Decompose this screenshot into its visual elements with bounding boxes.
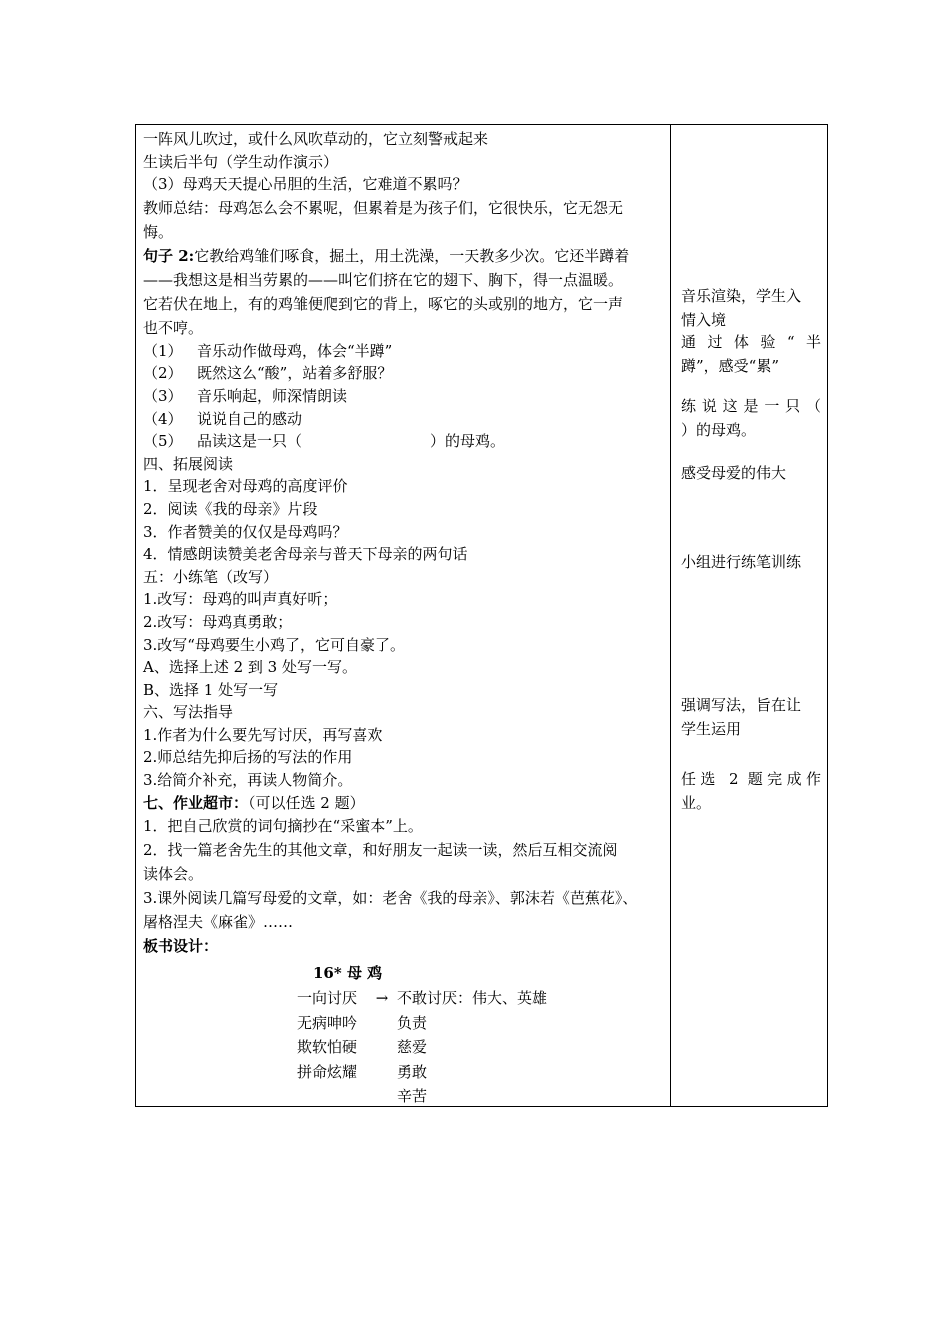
text-line: 屠格涅夫《麻雀》…… — [143, 913, 294, 932]
side-note: 任选 2 题完成作 业。 — [681, 770, 821, 812]
board-row: 无病呻吟 负责 — [297, 1013, 428, 1032]
text-line: 它若伏在地上，有的鸡雏便爬到它的背上，啄它的头或别的地方，它一声 — [143, 294, 624, 313]
text-line: ——我想这是相当劳累的——叫它们挤在它的翅下、胸下，得一点温暖。 — [143, 270, 624, 289]
text-line: 悔。 — [143, 222, 174, 241]
text-line: （3）母鸡天天提心吊胆的生活，它难道不累吗？ — [143, 175, 468, 194]
side-note: 强调写法，旨在让 学生运用 — [681, 696, 802, 738]
section-heading: 五：小练笔（改写） — [143, 567, 279, 586]
text-line: 3.给简介补充，再读人物简介。 — [143, 771, 353, 790]
step-item: （1） 音乐动作做母鸡，体会“半蹲” — [143, 341, 393, 360]
fill-blank — [302, 430, 430, 453]
side-note: 通过体验“半 蹲”，感受“累” — [681, 333, 821, 375]
board-row: 欺软怕硬 慈爱 — [297, 1038, 428, 1057]
board-row: 辛苦 — [397, 1087, 428, 1106]
text-line: 1.作者为什么要先写讨厌，再写喜欢 — [143, 725, 383, 744]
step-item: （3） 音乐响起，师深情朗读 — [143, 386, 348, 405]
text-line: 2.改写：母鸡真勇敢； — [143, 612, 293, 631]
step-item: （5） 品读这是一只（ ）的母鸡。 — [143, 430, 667, 453]
board-design-label: 板书设计： — [143, 937, 219, 956]
section7-title: 七、作业超市： — [143, 793, 249, 812]
sentence2-label: 句子 2: — [143, 246, 195, 265]
text-line: 4．情感朗读赞美老舍母亲与普天下母亲的两句话 — [143, 545, 468, 564]
step-item: （2） 既然这么“酸”，站着多舒服？ — [143, 364, 393, 383]
column-divider — [670, 125, 671, 1106]
side-note: 感受母爱的伟大 — [681, 464, 787, 482]
teaching-process-column — [143, 128, 667, 1109]
blackboard-design — [143, 960, 667, 1109]
text-line: 也不哼。 — [143, 318, 204, 337]
board-row: 一向讨厌 → 不敢讨厌：伟大、英雄 — [143, 986, 667, 1011]
sentence2-line — [143, 244, 667, 268]
text-line: 1.改写：母鸡的叫声真好听； — [143, 590, 338, 609]
text-line: 2．找一篇老舍先生的其他文章，和好朋友一起读一读，然后互相交流阅 — [143, 841, 618, 860]
lesson-plan-table — [135, 124, 828, 1107]
side-note: 练说这是一只（ ）的母鸡。 — [681, 397, 821, 439]
text-line: A、选择上述 2 到 3 处写一写。 — [143, 658, 357, 677]
text-line: 3.改写“母鸡要生小鸡了，它可自豪了。 — [143, 635, 405, 654]
text-line: 教师总结：母鸡怎么会不累呢，但累着是为孩子们，它很快乐，它无怨无 — [143, 198, 624, 217]
text-line: 2．阅读《我的母亲》片段 — [143, 499, 318, 518]
board-row: 拼命炫耀 勇敢 — [297, 1062, 428, 1081]
section-heading: 六、写法指导 — [143, 703, 234, 722]
text-line: 3．作者赞美的仅仅是母鸡吗？ — [143, 522, 348, 541]
side-note: 小组进行练笔训练 — [681, 553, 802, 571]
text-line: 2.师总结先抑后扬的写法的作用 — [143, 748, 353, 767]
section-heading: 四、拓展阅读 — [143, 454, 234, 473]
text-line: 1．呈现老舍对母鸡的高度评价 — [143, 477, 348, 496]
step-item: （4） 说说自己的感动 — [143, 409, 303, 428]
text-line: 读体会。 — [143, 865, 204, 884]
text-line: 1．把自己欣赏的词句摘抄在“采蜜本”上。 — [143, 817, 423, 836]
section7-note: （可以任选 2 题） — [248, 793, 365, 812]
sentence2-text: 它教给鸡雏们啄食，掘土，用土洗澡，一天教多少次。它还半蹲着 — [194, 246, 630, 265]
text-line: 一阵风儿吹过，或什么风吹草动的，它立刻警戒起来 — [143, 130, 489, 148]
text-line: B、选择 1 处写一写 — [143, 680, 279, 699]
text-line: 生读后半句（学生动作演示） — [143, 152, 339, 171]
arrow-icon: → — [375, 989, 389, 1008]
section7-heading — [143, 792, 667, 815]
side-note: 音乐渲染，学生入 情入境 — [681, 287, 802, 329]
text-line: 3.课外阅读几篇写母爱的文章，如：老舍《我的母亲》、郭沫若《芭蕉花》、 — [143, 889, 638, 908]
board-title: 16* 母 鸡 — [313, 964, 383, 983]
